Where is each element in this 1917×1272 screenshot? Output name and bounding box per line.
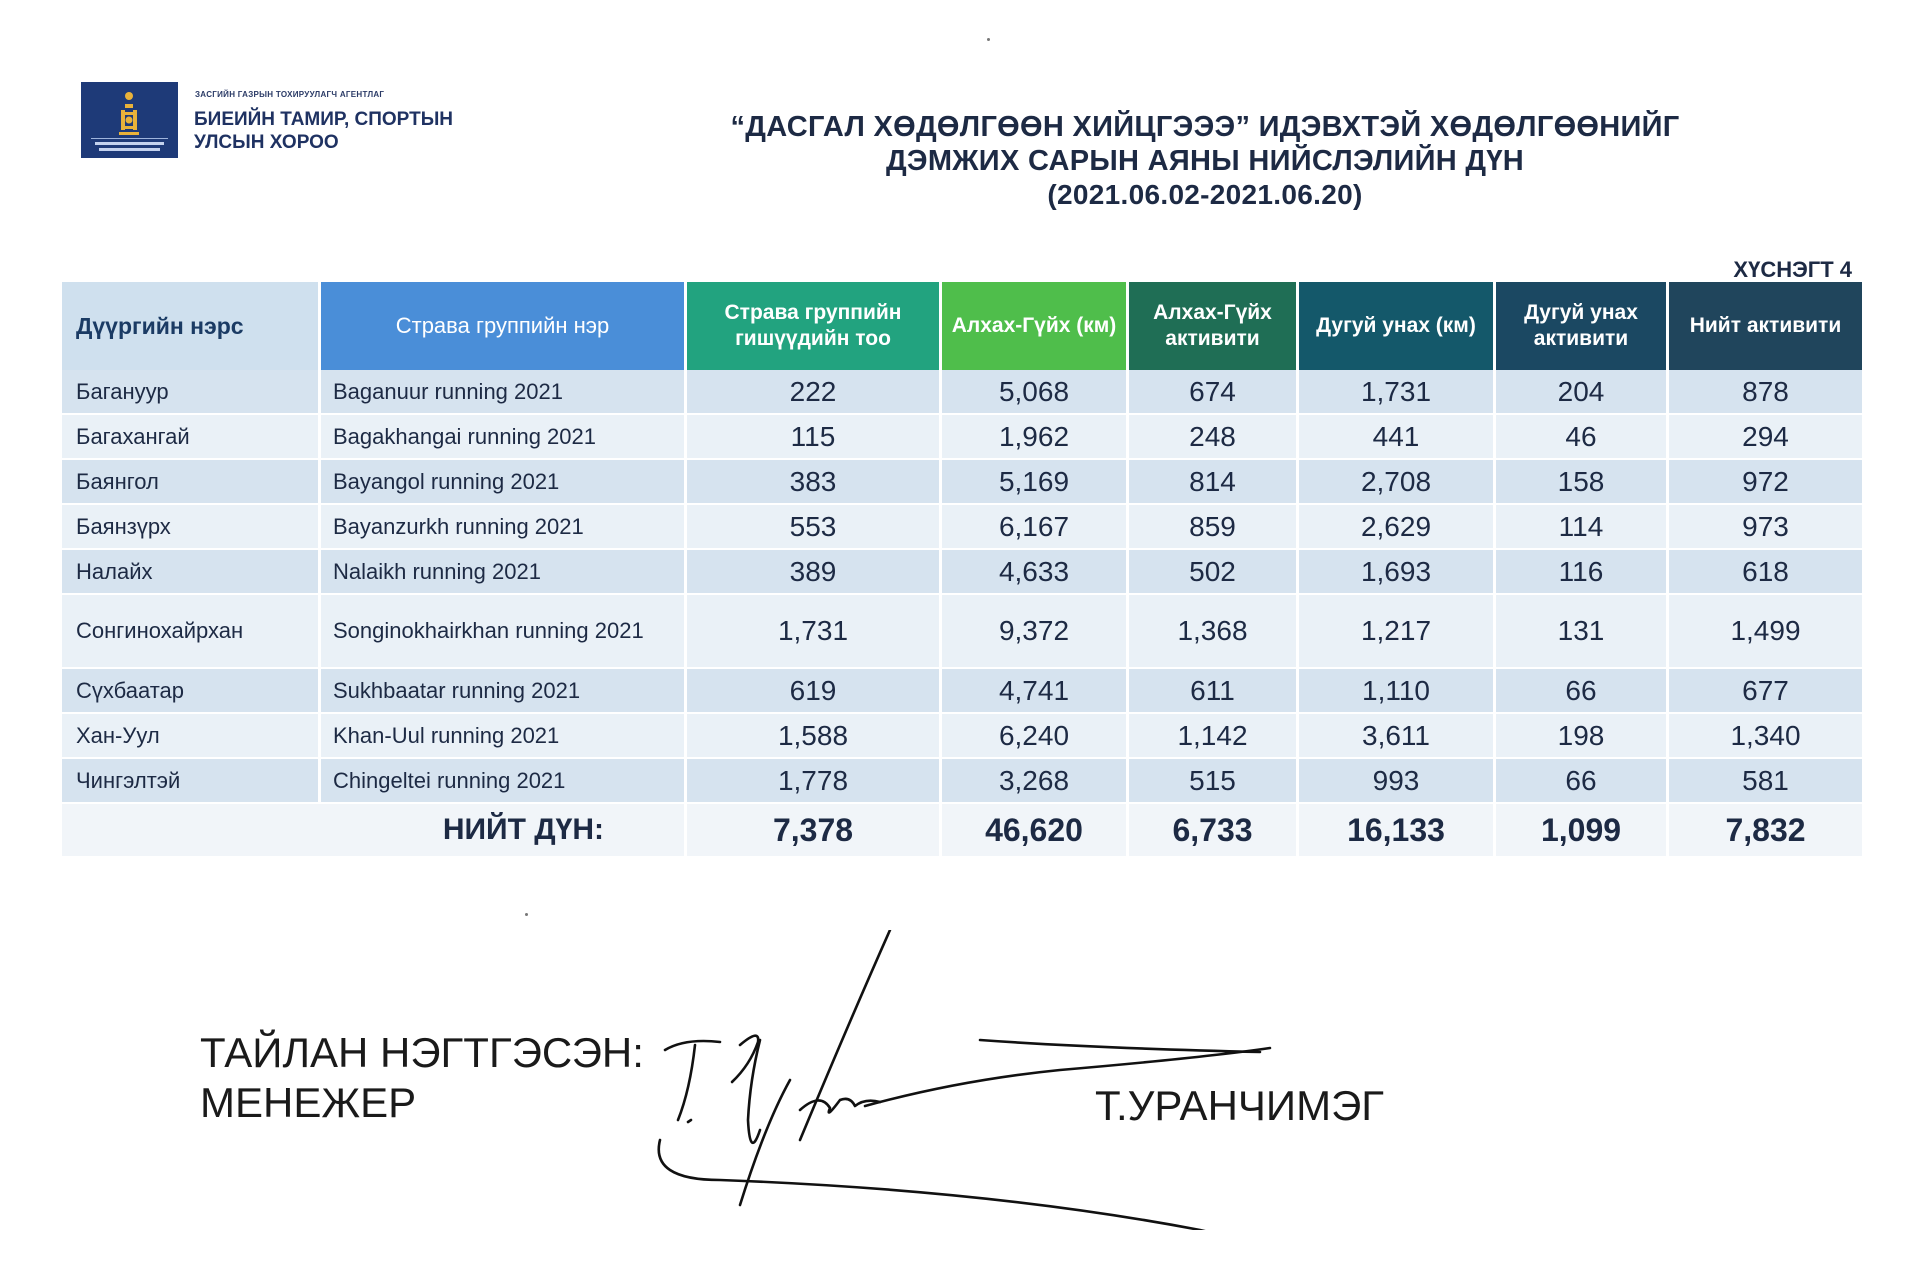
- total-value-cell: 46,620: [942, 804, 1129, 858]
- group-name-cell: Bagakhangai running 2021: [321, 415, 687, 460]
- value-cell: 2,708: [1299, 460, 1496, 505]
- total-value-cell: 7,832: [1669, 804, 1862, 858]
- value-cell: 6,240: [942, 714, 1129, 759]
- table-row: [62, 550, 1862, 595]
- district-cell: Сонгинохайрхан: [62, 595, 321, 669]
- value-cell: 581: [1669, 759, 1862, 804]
- value-cell: 115: [687, 415, 942, 460]
- agency-subtitle: ЗАСГИЙН ГАЗРЫН ТОХИРУУЛАГЧ АГЕНТЛАГ: [195, 90, 385, 99]
- column-header: Дугуй унах (км): [1299, 282, 1496, 370]
- district-cell: Чингэлтэй: [62, 759, 321, 804]
- value-cell: 116: [1496, 550, 1669, 595]
- total-value-cell: 6,733: [1129, 804, 1299, 858]
- value-cell: 1,142: [1129, 714, 1299, 759]
- group-name-cell: Songinokhairkhan running 2021: [321, 595, 687, 669]
- value-cell: 3,268: [942, 759, 1129, 804]
- value-cell: 2,629: [1299, 505, 1496, 550]
- value-cell: 1,778: [687, 759, 942, 804]
- district-cell: Хан-Уул: [62, 714, 321, 759]
- column-header: Нийт активити: [1669, 282, 1862, 370]
- value-cell: 131: [1496, 595, 1669, 669]
- value-cell: 502: [1129, 550, 1299, 595]
- government-emblem-logo: [81, 82, 178, 158]
- column-header: Алхах-Гүйх активити: [1129, 282, 1299, 370]
- value-cell: 5,068: [942, 370, 1129, 415]
- soyombo-emblem-icon: [81, 82, 178, 158]
- value-cell: 1,731: [1299, 370, 1496, 415]
- column-header: Страва группийн гишүүдийн тоо: [687, 282, 942, 370]
- group-name-cell: Bayangol running 2021: [321, 460, 687, 505]
- value-cell: 1,962: [942, 415, 1129, 460]
- table-header-row: [62, 282, 1862, 370]
- value-cell: 515: [1129, 759, 1299, 804]
- value-cell: 1,217: [1299, 595, 1496, 669]
- value-cell: 618: [1669, 550, 1862, 595]
- agency-name-line1: БИЕИЙН ТАМИР, СПОРТЫН: [194, 109, 454, 130]
- district-cell: Баянзүрх: [62, 505, 321, 550]
- column-header: Алхах-Гүйх (км): [942, 282, 1129, 370]
- title-dates: (2021.06.02-2021.06.20): [1047, 179, 1363, 210]
- total-row: [62, 804, 1862, 858]
- total-value-cell: 16,133: [1299, 804, 1496, 858]
- title-line2: ДЭМЖИХ САРЫН АЯНЫ НИЙСЛЭЛИЙН ДҮН: [885, 145, 1525, 177]
- report-title: [640, 110, 1770, 212]
- value-cell: 114: [1496, 505, 1669, 550]
- value-cell: 674: [1129, 370, 1299, 415]
- total-value-cell: 1,099: [1496, 804, 1669, 858]
- value-cell: 1,368: [1129, 595, 1299, 669]
- value-cell: 4,741: [942, 669, 1129, 714]
- value-cell: 878: [1669, 370, 1862, 415]
- value-cell: 4,633: [942, 550, 1129, 595]
- value-cell: 1,110: [1299, 669, 1496, 714]
- value-cell: 3,611: [1299, 714, 1496, 759]
- value-cell: 814: [1129, 460, 1299, 505]
- value-cell: 859: [1129, 505, 1299, 550]
- table-row: [62, 595, 1862, 669]
- signer-title-line1: ТАЙЛАН НЭГТГЭСЭН:: [200, 1029, 644, 1076]
- value-cell: 383: [687, 460, 942, 505]
- group-name-cell: Sukhbaatar running 2021: [321, 669, 687, 714]
- column-header: Дүүргийн нэрс: [62, 282, 321, 370]
- value-cell: 5,169: [942, 460, 1129, 505]
- value-cell: 66: [1496, 759, 1669, 804]
- value-cell: 9,372: [942, 595, 1129, 669]
- table-row: [62, 415, 1862, 460]
- agency-name-line2: УЛСЫН ХОРОО: [194, 132, 339, 153]
- table-row: [62, 714, 1862, 759]
- value-cell: 1,340: [1669, 714, 1862, 759]
- value-cell: 158: [1496, 460, 1669, 505]
- table-row: [62, 669, 1862, 714]
- value-cell: 973: [1669, 505, 1862, 550]
- value-cell: 1,693: [1299, 550, 1496, 595]
- value-cell: 1,499: [1669, 595, 1862, 669]
- value-cell: 6,167: [942, 505, 1129, 550]
- value-cell: 204: [1496, 370, 1669, 415]
- signer-title-line2: МЕНЕЖЕР: [200, 1079, 417, 1126]
- group-name-cell: Khan-Uul running 2021: [321, 714, 687, 759]
- column-header: Страва группийн нэр: [321, 282, 687, 370]
- value-cell: 619: [687, 669, 942, 714]
- district-cell: Багануур: [62, 370, 321, 415]
- value-cell: 248: [1129, 415, 1299, 460]
- agency-name: [194, 108, 453, 154]
- value-cell: 441: [1299, 415, 1496, 460]
- value-cell: 553: [687, 505, 942, 550]
- table-row: [62, 505, 1862, 550]
- signer-title: [200, 1028, 644, 1128]
- column-header: Дугуй унах активити: [1496, 282, 1669, 370]
- district-cell: Налайх: [62, 550, 321, 595]
- total-label: НИЙТ ДҮН:: [62, 804, 687, 858]
- table-row: [62, 460, 1862, 505]
- value-cell: 972: [1669, 460, 1862, 505]
- value-cell: 294: [1669, 415, 1862, 460]
- value-cell: 198: [1496, 714, 1669, 759]
- value-cell: 1,731: [687, 595, 942, 669]
- scan-speck: [987, 38, 990, 41]
- district-cell: Баянгол: [62, 460, 321, 505]
- results-table: [62, 282, 1862, 858]
- value-cell: 1,588: [687, 714, 942, 759]
- value-cell: 993: [1299, 759, 1496, 804]
- table-row: [62, 759, 1862, 804]
- total-value-cell: 7,378: [687, 804, 942, 858]
- signer-name: Т.УРАНЧИМЭГ: [1095, 1082, 1384, 1129]
- district-cell: Багахангай: [62, 415, 321, 460]
- title-line1: “ДАСГАЛ ХӨДӨЛГӨӨН ХИЙЦГЭЭЭ” ИДЭВХТЭЙ ХӨДӨЛГӨӨНИЙГ: [730, 111, 1680, 143]
- handwritten-signature: [640, 930, 1600, 1230]
- group-name-cell: Nalaikh running 2021: [321, 550, 687, 595]
- value-cell: 66: [1496, 669, 1669, 714]
- value-cell: 46: [1496, 415, 1669, 460]
- group-name-cell: Chingeltei running 2021: [321, 759, 687, 804]
- table-row: [62, 370, 1862, 415]
- district-cell: Сүхбаатар: [62, 669, 321, 714]
- value-cell: 222: [687, 370, 942, 415]
- table-number-label: ХҮСНЭГТ 4: [1733, 257, 1852, 282]
- value-cell: 611: [1129, 669, 1299, 714]
- value-cell: 389: [687, 550, 942, 595]
- group-name-cell: Baganuur running 2021: [321, 370, 687, 415]
- value-cell: 677: [1669, 669, 1862, 714]
- group-name-cell: Bayanzurkh running 2021: [321, 505, 687, 550]
- scan-speck: [525, 913, 528, 916]
